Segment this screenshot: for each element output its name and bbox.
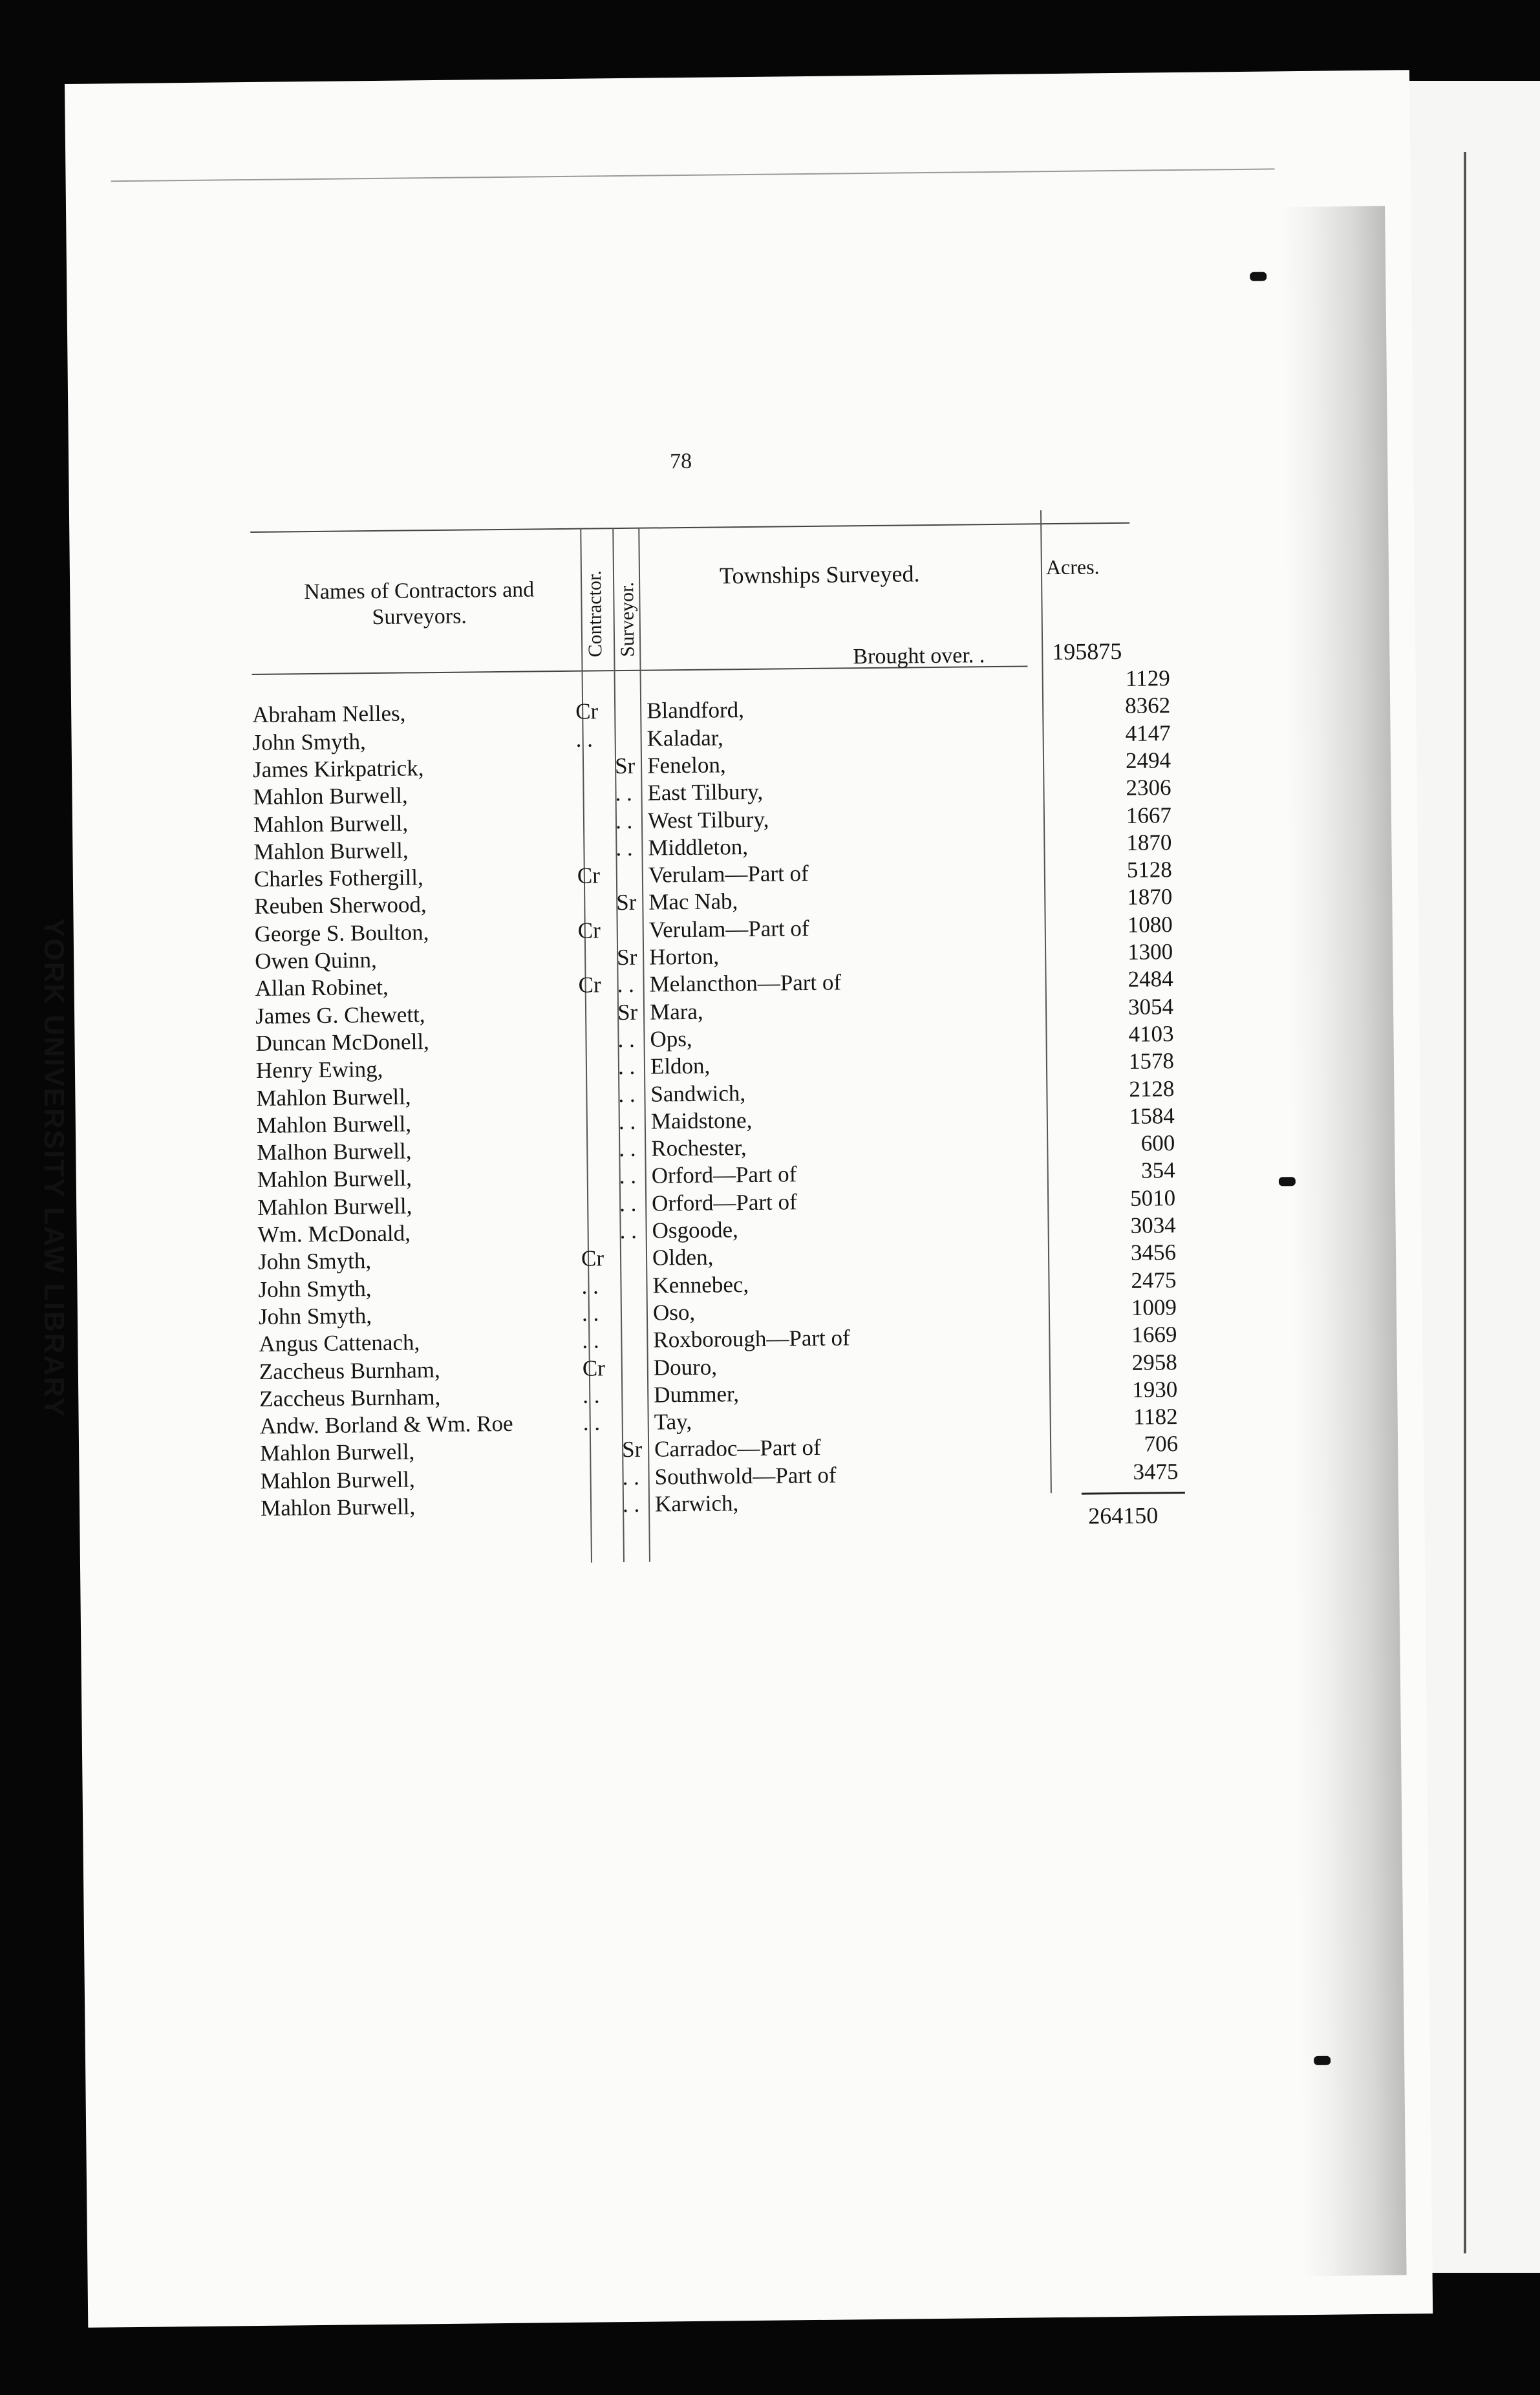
contractor-name: Henry Ewing, xyxy=(255,1057,383,1084)
acres-value: 2958 xyxy=(1131,1349,1177,1375)
contractor-name: Mahlon Burwell, xyxy=(260,1494,416,1521)
contractor-mark: . . xyxy=(575,726,594,752)
acres-value: 3456 xyxy=(1130,1240,1177,1266)
surveyor-mark: . . xyxy=(619,1218,637,1244)
township-name: Osgoode, xyxy=(652,1217,739,1243)
township-name: Verulam—Part of xyxy=(648,915,809,943)
surveyor-mark: Sr xyxy=(614,753,636,779)
binding-gutter xyxy=(1464,152,1466,2253)
surveyor-mark: . . xyxy=(617,972,635,998)
contractor-name: Zaccheus Burnham, xyxy=(259,1384,441,1412)
surveyor-mark: . . xyxy=(615,835,633,861)
township-name: Maidstone, xyxy=(650,1107,753,1134)
township-name: Fenelon, xyxy=(647,752,726,779)
acres-value: 2475 xyxy=(1131,1267,1177,1293)
contractor-name: James Kirkpatrick, xyxy=(252,755,424,782)
township-name: Dummer, xyxy=(654,1380,740,1408)
township-name: Olden, xyxy=(652,1244,714,1271)
contractor-mark: Cr xyxy=(575,698,599,725)
contractor-name: Andw. Borland & Wm. Roe xyxy=(259,1410,513,1439)
brought-over-label: Brought over. . xyxy=(853,643,985,669)
township-name: Verulam—Part of xyxy=(648,861,809,888)
library-stamp: YORK UNIVERSITY LAW LIBRARY xyxy=(38,918,70,1418)
binding-hole xyxy=(1250,272,1267,281)
acres-value: 3034 xyxy=(1130,1212,1176,1238)
acres-value: 4103 xyxy=(1128,1021,1174,1047)
contractor-name: James G. Chewett, xyxy=(255,1001,425,1029)
contractor-mark: Cr xyxy=(581,1245,604,1272)
township-name: Melancthon—Part of xyxy=(649,969,842,997)
contractor-name: Mahlon Burwell, xyxy=(259,1439,415,1466)
township-name: Ops, xyxy=(650,1026,692,1052)
surveyor-mark: Sr xyxy=(616,890,637,916)
acres-value: 2494 xyxy=(1125,747,1171,773)
page-fold-shadow xyxy=(1281,206,1407,2277)
contractor-name: Wm. McDonald, xyxy=(257,1220,411,1247)
surveyor-mark: . . xyxy=(618,1081,636,1107)
contractor-name: Zaccheus Burnham, xyxy=(259,1357,440,1384)
acres-value: 2128 xyxy=(1129,1075,1175,1102)
surveyor-mark: . . xyxy=(615,808,633,833)
acres-value: 1009 xyxy=(1131,1294,1177,1320)
surveyor-mark: . . xyxy=(622,1491,640,1518)
township-name: Orford—Part of xyxy=(651,1188,797,1216)
total-rule xyxy=(1082,1492,1185,1495)
contractor-name: George S. Boulton, xyxy=(254,919,429,947)
acres-value: 4147 xyxy=(1125,720,1171,746)
acres-value: 1080 xyxy=(1127,911,1173,938)
contractor-name: Mahlon Burwell, xyxy=(257,1193,412,1220)
contractor-name: Duncan McDonell, xyxy=(255,1029,430,1056)
page-number: 78 xyxy=(669,449,692,474)
contractor-name: John Smyth, xyxy=(257,1248,372,1275)
township-name: Horton, xyxy=(648,943,720,970)
acres-value: 8362 xyxy=(1124,693,1171,719)
contractor-name: Mahlon Burwell, xyxy=(253,810,409,837)
contractor-name: Mahlon Burwell, xyxy=(253,837,409,865)
column-divider xyxy=(638,528,650,1562)
township-name: Douro, xyxy=(653,1354,718,1380)
surveyor-mark: Sr xyxy=(621,1437,643,1463)
column-divider xyxy=(1040,510,1052,1493)
township-name: Sandwich, xyxy=(650,1080,746,1107)
surveyor-mark: . . xyxy=(619,1135,636,1162)
acres-value: 1300 xyxy=(1127,939,1173,965)
acres-value xyxy=(1082,1486,1179,1487)
contractor-mark: Cr xyxy=(582,1355,606,1381)
contractor-name: Mahlon Burwell, xyxy=(260,1466,415,1494)
contractor-name: Angus Cattenach, xyxy=(259,1329,420,1357)
township-name: Rochester, xyxy=(651,1135,747,1161)
township-name: Mac Nab, xyxy=(648,888,738,915)
contractor-name: Reuben Sherwood, xyxy=(254,892,427,919)
contractor-mark: . . xyxy=(582,1327,599,1353)
township-name: Carradoc—Part of xyxy=(654,1435,821,1462)
contractor-mark: . . xyxy=(581,1273,599,1299)
contractor-name: Charles Fothergill, xyxy=(253,865,423,892)
township-name: Mara, xyxy=(649,998,703,1025)
acres-value: 3475 xyxy=(1133,1458,1179,1485)
acres-value: 5010 xyxy=(1129,1185,1176,1211)
acres-value: 1930 xyxy=(1132,1376,1178,1402)
surveyor-mark: . . xyxy=(619,1163,637,1189)
surveyor-mark: . . xyxy=(617,1054,636,1080)
contractor-name: Malhon Burwell, xyxy=(257,1138,412,1166)
acres-value: 3054 xyxy=(1128,993,1174,1020)
acres-value: 1870 xyxy=(1126,829,1172,855)
acres-value: 5128 xyxy=(1126,857,1173,883)
township-name: Oso, xyxy=(652,1299,696,1326)
contractor-mark: Cr xyxy=(577,863,601,888)
header-townships: Townships Surveyed. xyxy=(719,561,920,589)
header-contractor: Contractor. xyxy=(583,570,606,658)
contractor-name: Allan Robinet, xyxy=(255,974,389,1002)
contractor-mark: . . xyxy=(583,1410,601,1435)
acres-value: 1669 xyxy=(1131,1322,1177,1348)
township-name: Roxborough—Part of xyxy=(653,1325,850,1353)
contractor-name: John Smyth, xyxy=(252,728,366,755)
page-edge-rule xyxy=(111,168,1275,182)
surveyor-mark: . . xyxy=(617,1026,635,1053)
header-acres: Acres. xyxy=(1045,555,1100,579)
township-name: Orford—Part of xyxy=(651,1161,797,1188)
contractor-mark: . . xyxy=(581,1300,599,1326)
surveyor-mark: . . xyxy=(615,780,632,806)
contractor-name: Abraham Nelles, xyxy=(252,700,406,728)
binding-hole xyxy=(1314,2056,1331,2065)
acres-value: 600 xyxy=(1140,1130,1175,1156)
header-surveyor: Surveyor. xyxy=(616,581,639,658)
surveyor-mark: . . xyxy=(619,1190,637,1216)
header-top-rule xyxy=(250,522,1129,533)
contractor-mark: Cr xyxy=(577,918,601,943)
surveyor-mark: . . xyxy=(618,1108,636,1134)
contractor-mark: Cr xyxy=(578,972,601,998)
township-name: Eldon, xyxy=(650,1053,711,1079)
township-name: West Tilbury, xyxy=(647,806,769,833)
acres-value: 1578 xyxy=(1128,1048,1175,1075)
acres-value: 1182 xyxy=(1133,1404,1178,1430)
township-name: Kaladar, xyxy=(647,724,723,751)
book-page xyxy=(65,70,1433,2328)
acres-value: 354 xyxy=(1140,1157,1175,1184)
township-name: East Tilbury, xyxy=(647,779,764,806)
contractor-name: Mahlon Burwell, xyxy=(256,1083,411,1111)
surveyor-mark: . . xyxy=(622,1464,640,1490)
binding-hole xyxy=(1279,1177,1296,1186)
contractor-name: Owen Quinn, xyxy=(255,947,378,974)
contractor-name: Mahlon Burwell, xyxy=(257,1165,412,1193)
acres-value: 1584 xyxy=(1129,1102,1175,1129)
township-name: Middleton, xyxy=(648,833,749,861)
contractor-name: John Smyth, xyxy=(258,1275,372,1302)
contractor-name: Mahlon Burwell, xyxy=(256,1111,412,1138)
township-name: Kennebec, xyxy=(652,1271,749,1298)
surveyor-mark: Sr xyxy=(616,944,637,971)
brought-over-value: 195875 xyxy=(1052,638,1122,665)
acres-value: 2484 xyxy=(1128,966,1173,993)
acres-value: 2306 xyxy=(1126,775,1171,801)
township-name: Southwold—Part of xyxy=(654,1462,837,1490)
contractor-name: Mahlon Burwell, xyxy=(253,782,408,810)
township-name: Blandford, xyxy=(646,697,745,724)
header-names: Names of Contractors and Surveyors. xyxy=(304,577,535,630)
acres-value: 1870 xyxy=(1127,884,1173,910)
survey-table xyxy=(250,496,1181,1529)
township-name: Karwich, xyxy=(654,1490,739,1517)
surveyor-mark: Sr xyxy=(617,999,638,1025)
acres-value: 1129 xyxy=(1125,665,1170,691)
acres-value: 1667 xyxy=(1126,802,1172,828)
acres-value: 706 xyxy=(1144,1431,1179,1457)
total-acres: 264150 xyxy=(1088,1502,1159,1529)
township-name: Tay, xyxy=(654,1409,692,1435)
contractor-name: John Smyth, xyxy=(258,1303,372,1329)
contractor-mark: . . xyxy=(583,1382,600,1408)
